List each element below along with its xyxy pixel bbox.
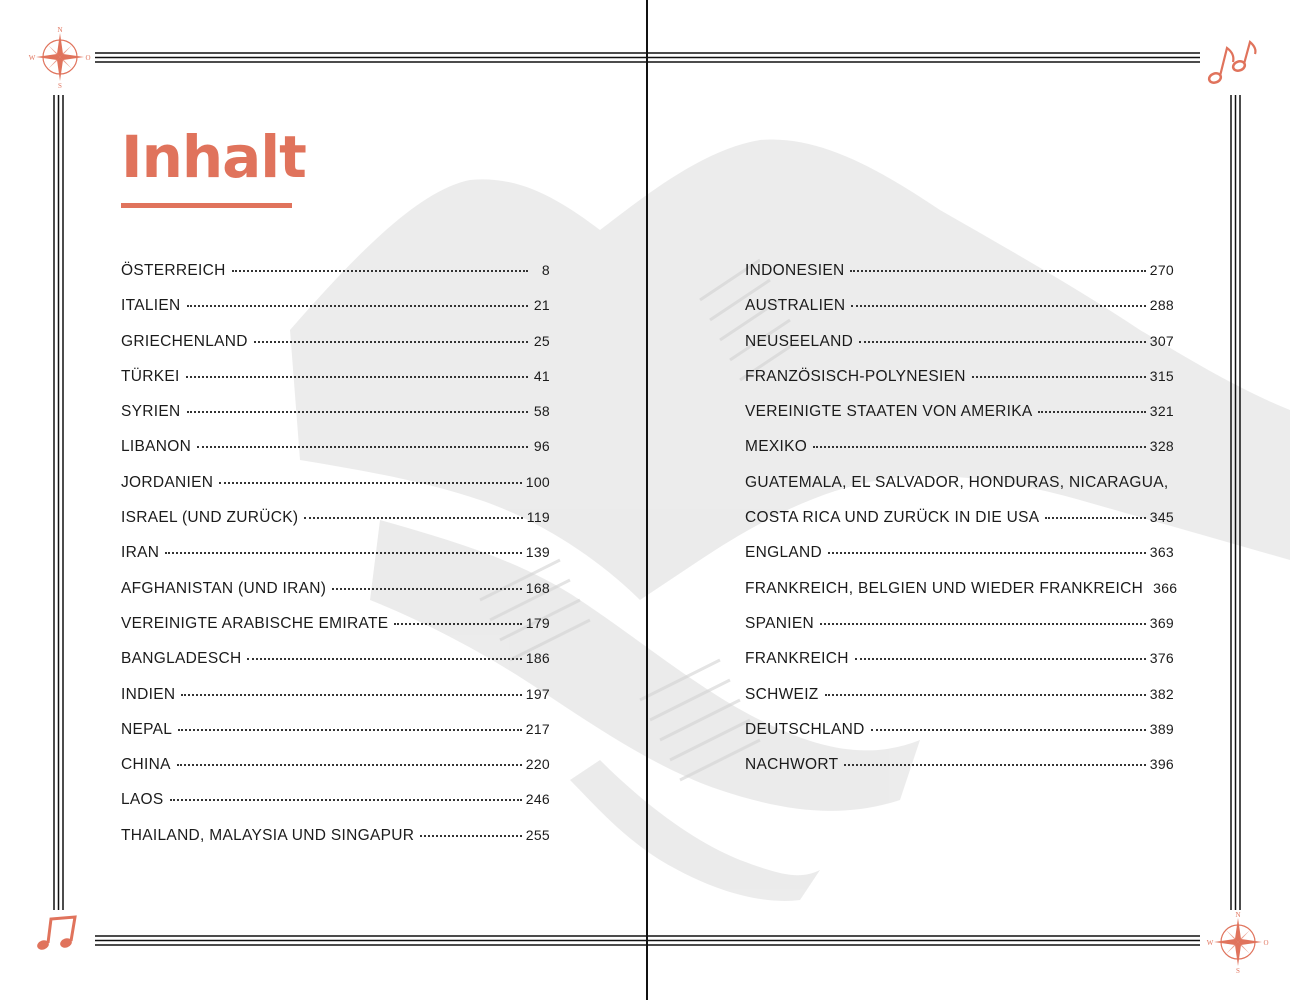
- toc-entry-label: VEREINIGTE STAATEN VON AMERIKA: [745, 403, 1033, 421]
- toc-entry-label: CHINA: [121, 756, 171, 774]
- toc-entry-page: 119: [526, 509, 550, 526]
- toc-entry-page: 197: [525, 685, 550, 702]
- toc-entry-page: 389: [1149, 720, 1174, 737]
- toc-entry-label: NACHWORT: [745, 756, 839, 774]
- toc-dot-leader: [247, 658, 521, 660]
- toc-entry-page: 220: [525, 756, 550, 773]
- toc-entry[interactable]: [121, 756, 550, 791]
- toc-dot-leader: [170, 799, 522, 801]
- toc-entry[interactable]: [745, 403, 1174, 438]
- toc-entry[interactable]: [745, 615, 1174, 650]
- toc-entry-label: THAILAND, MALAYSIA UND SINGAPUR: [121, 826, 415, 844]
- toc-entry-label: IRAN: [121, 544, 160, 562]
- toc-entry[interactable]: [745, 474, 1174, 509]
- toc-entry-page: 41: [533, 367, 550, 384]
- toc-dot-leader: [304, 517, 522, 519]
- toc-dot-leader: [394, 623, 521, 625]
- toc-entry[interactable]: [745, 579, 1178, 615]
- toc-entry-page: 288: [1149, 297, 1174, 314]
- toc-dot-leader: [850, 270, 1145, 272]
- toc-dot-leader: [197, 446, 528, 448]
- compass-letter-w: W: [28, 54, 36, 62]
- toc-entry-label: SYRIEN: [121, 403, 181, 421]
- toc-dot-leader: [820, 623, 1146, 625]
- toc-entry-label: INDIEN: [121, 685, 176, 703]
- toc-dot-leader: [1045, 517, 1145, 519]
- toc-entry[interactable]: [121, 474, 550, 509]
- toc-entry-page: 369: [1149, 614, 1174, 631]
- toc-entry-page: 328: [1149, 438, 1174, 455]
- toc-entry-label: AFGHANISTAN (UND IRAN): [121, 579, 327, 597]
- toc-dot-leader: [332, 588, 522, 590]
- compass-letter-s: S: [1236, 967, 1240, 974]
- toc-entry[interactable]: [121, 544, 550, 579]
- compass-letter-n: N: [57, 26, 63, 34]
- toc-entry-page: 307: [1149, 332, 1174, 349]
- compass-letter-s: S: [58, 82, 62, 89]
- right-border-rule: [1230, 95, 1242, 910]
- toc-entry-label: NEPAL: [121, 720, 173, 738]
- toc-entry-label: LIBANON: [121, 438, 192, 456]
- toc-entry-label: ITALIEN: [121, 297, 181, 315]
- toc-dot-leader: [254, 341, 528, 343]
- toc-entry[interactable]: [745, 297, 1174, 332]
- toc-dot-leader: [844, 764, 1145, 766]
- compass-letter-n: N: [1235, 911, 1241, 919]
- toc-entry-page: 25: [533, 332, 550, 349]
- toc-entry-label: ENGLAND: [745, 544, 823, 562]
- toc-entry-label: NEUSEELAND: [745, 332, 854, 350]
- toc-entry-page: 179: [525, 614, 550, 631]
- toc-entry-page: 8: [541, 262, 550, 278]
- toc-entry[interactable]: [121, 721, 550, 756]
- toc-dot-leader: [178, 729, 522, 731]
- toc-entry-page: 255: [525, 826, 550, 843]
- toc-entry-label: COSTA RICA UND ZURÜCK IN DIE USA: [745, 509, 1040, 527]
- toc-entry-page: 270: [1149, 262, 1174, 278]
- toc-entry-page: 217: [525, 720, 550, 737]
- toc-entry[interactable]: [745, 756, 1174, 791]
- toc-entry[interactable]: [745, 544, 1174, 579]
- toc-entry[interactable]: [121, 438, 550, 473]
- toc-entry-page: 186: [525, 650, 550, 667]
- toc-dot-leader: [181, 694, 521, 696]
- compass-rose-icon: [1206, 910, 1270, 974]
- toc-entry-label: JORDANIEN: [121, 473, 214, 491]
- toc-entry[interactable]: [121, 650, 550, 685]
- toc-entry-page: 246: [525, 791, 550, 808]
- toc-right-column: [745, 262, 1178, 791]
- toc-entry-label: BANGLADESCH: [121, 650, 242, 668]
- toc-entry-label: ÖSTERREICH: [121, 262, 226, 279]
- music-notes-icon: [1205, 38, 1260, 86]
- toc-entry-page: 21: [533, 297, 550, 314]
- toc-dot-leader: [813, 446, 1146, 448]
- toc-entry-page: 321: [1149, 403, 1174, 420]
- toc-entry-page: 396: [1149, 756, 1174, 773]
- toc-dot-leader: [187, 411, 528, 413]
- toc-dot-leader: [165, 552, 522, 554]
- toc-dot-leader: [177, 764, 522, 766]
- toc-entry-label: INDONESIEN: [745, 262, 845, 279]
- compass-letter-w: W: [1206, 939, 1214, 947]
- compass-letter-o: O: [1263, 939, 1269, 947]
- toc-entry-label: AUSTRALIEN: [745, 297, 846, 315]
- compass-letter-o: O: [85, 54, 91, 62]
- music-notes-icon: [35, 913, 85, 953]
- toc-entry[interactable]: [121, 509, 550, 544]
- toc-dot-leader: [219, 482, 521, 484]
- toc-entry-label: LAOS: [121, 791, 164, 809]
- toc-dot-leader: [825, 694, 1146, 696]
- toc-entry-page: 315: [1149, 367, 1174, 384]
- toc-entry-label: FRANZÖSISCH-POLYNESIEN: [745, 367, 966, 385]
- toc-entry[interactable]: [745, 509, 1174, 544]
- toc-entry-page: 100: [525, 473, 550, 490]
- toc-entry-page: 168: [525, 579, 550, 596]
- toc-entry-page: 363: [1149, 544, 1174, 561]
- toc-entry-label: VEREINIGTE ARABISCHE EMIRATE: [121, 614, 389, 632]
- toc-entry[interactable]: [745, 721, 1174, 756]
- toc-entry[interactable]: [745, 333, 1174, 368]
- toc-entry-label: SPANIEN: [745, 614, 814, 632]
- toc-entry-label: ISRAEL (UND ZURÜCK): [121, 509, 299, 527]
- toc-left-column: [121, 262, 550, 862]
- toc-entry-label: SCHWEIZ: [745, 685, 819, 703]
- toc-dot-leader: [871, 729, 1146, 731]
- toc-entry[interactable]: [121, 368, 550, 403]
- toc-entry-page: 345: [1149, 509, 1174, 526]
- toc-entry-page: 382: [1149, 685, 1174, 702]
- toc-dot-leader: [420, 835, 521, 837]
- toc-entry[interactable]: [745, 686, 1174, 721]
- book-spine: [646, 0, 648, 1000]
- toc-entry-label: DEUTSCHLAND: [745, 720, 865, 738]
- toc-entry[interactable]: [121, 827, 550, 862]
- page-title: Inhalt: [121, 123, 306, 191]
- compass-rose-icon: [28, 25, 92, 89]
- toc-dot-leader: [972, 376, 1146, 378]
- toc-entry-label: TÜRKEI: [121, 367, 180, 385]
- toc-entry[interactable]: [121, 403, 550, 438]
- toc-entry[interactable]: [121, 615, 550, 650]
- toc-dot-leader: [187, 305, 528, 307]
- left-border-rule: [53, 95, 65, 910]
- toc-entry-page: 58: [533, 403, 550, 420]
- toc-dot-leader: [855, 658, 1146, 660]
- toc-entry-label: FRANKREICH, BELGIEN UND WIEDER FRANKREICH: [745, 579, 1144, 597]
- toc-entry[interactable]: [745, 368, 1174, 403]
- toc-entry[interactable]: [121, 686, 550, 721]
- toc-entry-page: 376: [1149, 650, 1174, 667]
- toc-entry-page: 366: [1153, 579, 1178, 596]
- toc-entry[interactable]: [121, 580, 550, 615]
- toc-entry-label: MEXIKO: [745, 438, 808, 456]
- toc-entry[interactable]: [121, 297, 550, 332]
- toc-entry-label: GUATEMALA, EL SALVADOR, HONDURAS, NICARAGUA,: [745, 473, 1169, 491]
- toc-entry[interactable]: [121, 333, 550, 368]
- toc-entry[interactable]: [745, 438, 1174, 473]
- toc-dot-leader: [186, 376, 528, 378]
- toc-dot-leader: [1038, 411, 1145, 413]
- toc-dot-leader: [851, 305, 1145, 307]
- toc-dot-leader: [828, 552, 1146, 554]
- toc-entry-page: 139: [525, 544, 550, 561]
- toc-entry[interactable]: [745, 650, 1174, 685]
- toc-dot-leader: [859, 341, 1146, 343]
- toc-entry[interactable]: [121, 262, 550, 297]
- title-underline: [121, 203, 292, 208]
- toc-entry[interactable]: [121, 791, 550, 826]
- toc-entry[interactable]: [745, 262, 1174, 297]
- toc-entry-label: GRIECHENLAND: [121, 332, 248, 350]
- toc-entry-label: FRANKREICH: [745, 650, 849, 668]
- toc-entry-page: 96: [533, 438, 550, 455]
- toc-dot-leader: [232, 270, 528, 272]
